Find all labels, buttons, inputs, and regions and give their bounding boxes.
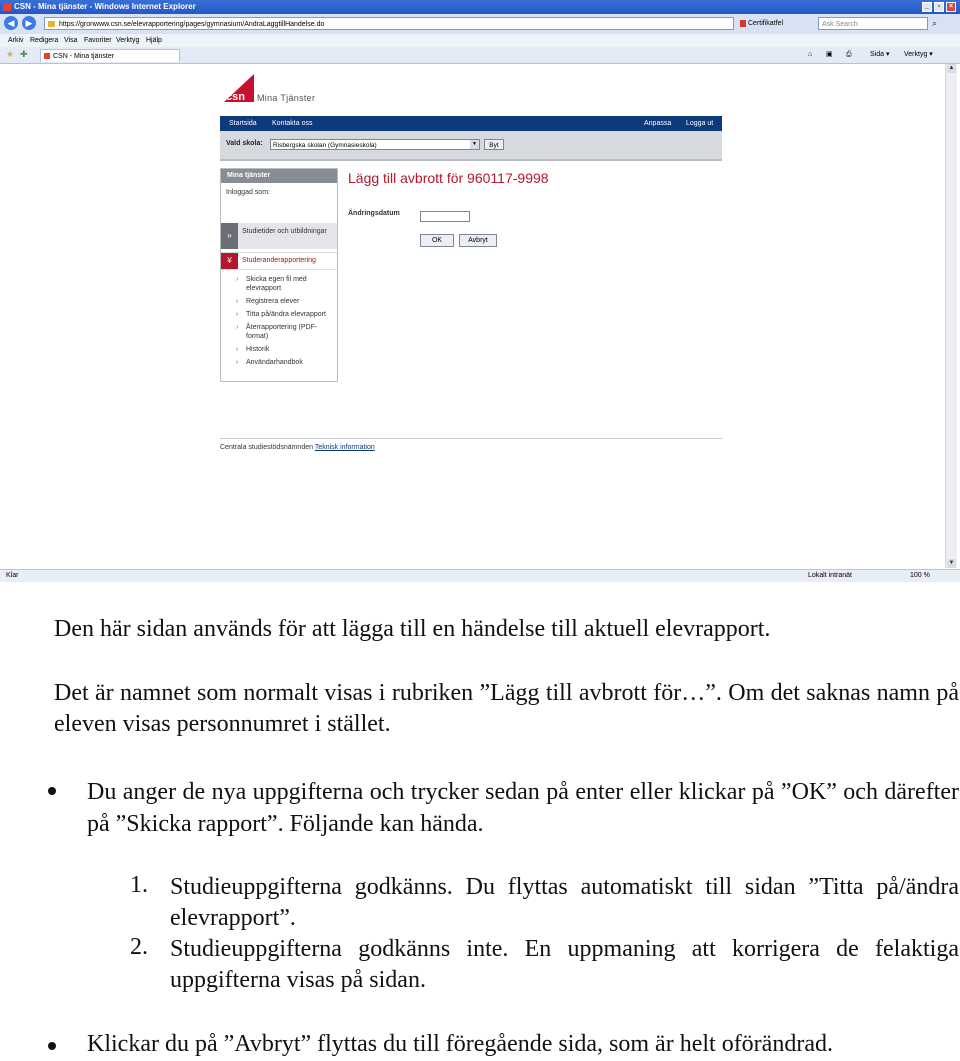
page-title: Lägg till avbrott för 960117-9998 [348, 170, 549, 186]
nav-startsida[interactable]: Startsida [229, 120, 257, 127]
scroll-up-icon[interactable]: ▲ [948, 65, 955, 71]
sidebar-item-label: Studeranderapportering [242, 257, 316, 264]
bullet-2-text: Klickar du på ”Avbryt” flyttas du till föregående sida, som är helt oförändrad. [87, 1031, 833, 1057]
chevron-right-icon: › [236, 346, 239, 353]
list-item-2: Studieuppgifterna godkänns inte. En uppmaning att korrigera de felaktiga uppgifterna visas på sidan. [170, 936, 959, 993]
certificate-error-button[interactable] [740, 17, 783, 30]
forward-icon[interactable]: ▶ [22, 16, 36, 30]
ie-icon [3, 3, 11, 11]
ok-button[interactable]: OK [420, 234, 454, 247]
menu-item-visa[interactable]: Visa [64, 37, 78, 44]
school-select[interactable] [270, 139, 480, 150]
menu-item-hjalp[interactable]: Hjälp [146, 37, 162, 44]
tools-menu-label: Verktyg [904, 51, 928, 58]
submenu-item-anvandarhandbok[interactable] [236, 358, 336, 367]
footer [220, 444, 375, 451]
chevron-right-icon: › [236, 276, 239, 283]
window-title: CSN - Mina tjänster - Windows Internet Explorer [14, 2, 196, 11]
sidebar-item-studietider[interactable] [221, 223, 337, 249]
sidebar-item-label: Studietider och utbildningar [242, 228, 327, 235]
home-icon[interactable]: ⌂ [808, 51, 813, 58]
search-input[interactable]: Ask Search [818, 17, 928, 30]
url-text: https://gronwww.csn.se/elevrapportering/pages/gymnasium/AndraLaggtillHandelse.do [59, 21, 325, 28]
andringsdatum-input[interactable] [420, 211, 470, 222]
tab-bar [0, 47, 960, 64]
submenu-label: Registrera elever [246, 298, 300, 305]
tools-menu[interactable]: Verktyg ▾ [904, 51, 933, 58]
logo-text: csn [226, 91, 245, 103]
andringsdatum-label: Ändringsdatum [348, 210, 400, 217]
page-viewport [4, 64, 945, 568]
back-icon[interactable]: ◀ [4, 16, 18, 30]
sidebar [220, 168, 338, 382]
submenu-item-aterrapportering[interactable] [236, 323, 336, 341]
submenu-list [236, 275, 336, 371]
list-number-2: 2. [130, 934, 148, 960]
maximize-icon[interactable]: ▫ [934, 2, 944, 12]
submenu-item-registrera[interactable] [236, 297, 336, 306]
paragraph-2: Det är namnet som normalt visas i rubriken ”Lägg till avbrott för…”. Om det saknas namn på eleven visas personnumret i stället. [54, 680, 959, 737]
csn-favicon [44, 53, 50, 59]
minimize-icon[interactable]: _ [922, 2, 932, 12]
site-name: Mina Tjänster [257, 93, 316, 103]
feeds-icon[interactable]: ▣ [826, 51, 833, 58]
vertical-scrollbar[interactable] [945, 64, 957, 568]
zoom-level[interactable]: 100 % [910, 572, 930, 579]
print-icon[interactable]: ⎙ [846, 51, 852, 58]
submenu-label: Användarhandbok [246, 359, 303, 366]
submenu-label: Återrapportering (PDF-format) [246, 324, 318, 340]
bullet-2-marker [48, 1042, 56, 1050]
menu-item-favoriter[interactable]: Favoriter [84, 37, 112, 44]
tab-title: CSN - Mina tjänster [53, 53, 115, 60]
https-icon [48, 21, 55, 27]
menu-item-verktyg[interactable]: Verktyg [116, 37, 140, 44]
search-icon[interactable]: ⌕ [932, 18, 938, 28]
close-icon[interactable]: × [946, 2, 956, 12]
school-bar [220, 131, 722, 161]
submenu-item-skicka-fil[interactable] [236, 275, 336, 293]
chevron-right-icon: › [236, 324, 239, 331]
list-item-1: Studieuppgifterna godkänns. Du flyttas automatiskt till sidan ”Titta på/ändra elevrapport”. [170, 874, 959, 931]
school-select-value: Risbergska skolan (Gymnasieskola) [273, 142, 377, 149]
bullet-1-marker [48, 787, 56, 795]
page-menu[interactable]: Sida ▾ [870, 51, 890, 58]
paragraph-1: Den här sidan används för att lägga till en händelse till aktuell elevrapport. [54, 616, 771, 642]
dropdown-arrow-icon: ▼ [470, 140, 479, 149]
menu-item-arkiv[interactable]: Arkiv [8, 37, 24, 44]
logged-in-label: Inloggad som: [226, 189, 270, 196]
window-titlebar [0, 0, 960, 14]
csn-nav-bar [220, 116, 722, 131]
add-favorite-icon[interactable]: ✚ [20, 49, 28, 59]
submenu-item-titta-andra[interactable] [236, 310, 336, 319]
page-menu-label: Sida [870, 51, 885, 58]
submenu-item-historik[interactable] [236, 345, 336, 354]
school-label: Vald skola: [226, 140, 263, 147]
url-field[interactable] [44, 17, 734, 30]
submenu-label: Skicka egen fil med elevrapport [246, 276, 307, 292]
menu-item-redigera[interactable]: Redigera [30, 37, 59, 44]
scroll-down-icon[interactable]: ▼ [948, 560, 955, 566]
security-zone: Lokalt intranät [808, 572, 852, 579]
sidebar-title: Mina tjänster [221, 169, 337, 183]
shield-icon [740, 20, 746, 27]
sidebar-item-studeranderapportering[interactable] [221, 252, 337, 270]
bullet-1-text: Du anger de nya uppgifterna och trycker sedan på enter eller klickar på ”OK” och därefter på ”Skicka rapport”. Följande kan hända. [87, 779, 959, 837]
tab-csn[interactable] [40, 49, 180, 62]
submenu-label: Historik [246, 346, 270, 353]
byt-button[interactable]: Byt [484, 139, 504, 150]
footer-org: Centrala studiestödsnämnden [220, 444, 314, 451]
certificate-label: Certifikatfel [748, 20, 784, 27]
csn-logo [220, 74, 260, 106]
menu-bar [0, 34, 960, 47]
footer-link-teknisk[interactable]: Teknisk information [314, 444, 375, 451]
nav-anpassa[interactable]: Anpassa [644, 120, 672, 127]
nav-kontakta-oss[interactable]: Kontakta oss [272, 120, 313, 127]
avbryt-button[interactable]: Avbryt [459, 234, 497, 247]
status-text: Klar [6, 572, 19, 579]
chevron-right-icon: › [236, 311, 239, 318]
address-bar [0, 14, 960, 35]
footer-divider [220, 438, 722, 439]
favorites-star-icon[interactable]: ★ [6, 49, 15, 59]
list-number-1: 1. [130, 872, 148, 898]
double-chevron-down-icon: ¥ [221, 253, 238, 269]
chevron-right-icon: › [236, 359, 239, 366]
status-bar [0, 569, 960, 582]
double-chevron-right-icon: » [221, 223, 238, 249]
chevron-right-icon: › [236, 298, 239, 305]
nav-logga-ut[interactable]: Logga ut [686, 120, 714, 127]
submenu-label: Titta på/ändra elevrapport [246, 311, 326, 318]
